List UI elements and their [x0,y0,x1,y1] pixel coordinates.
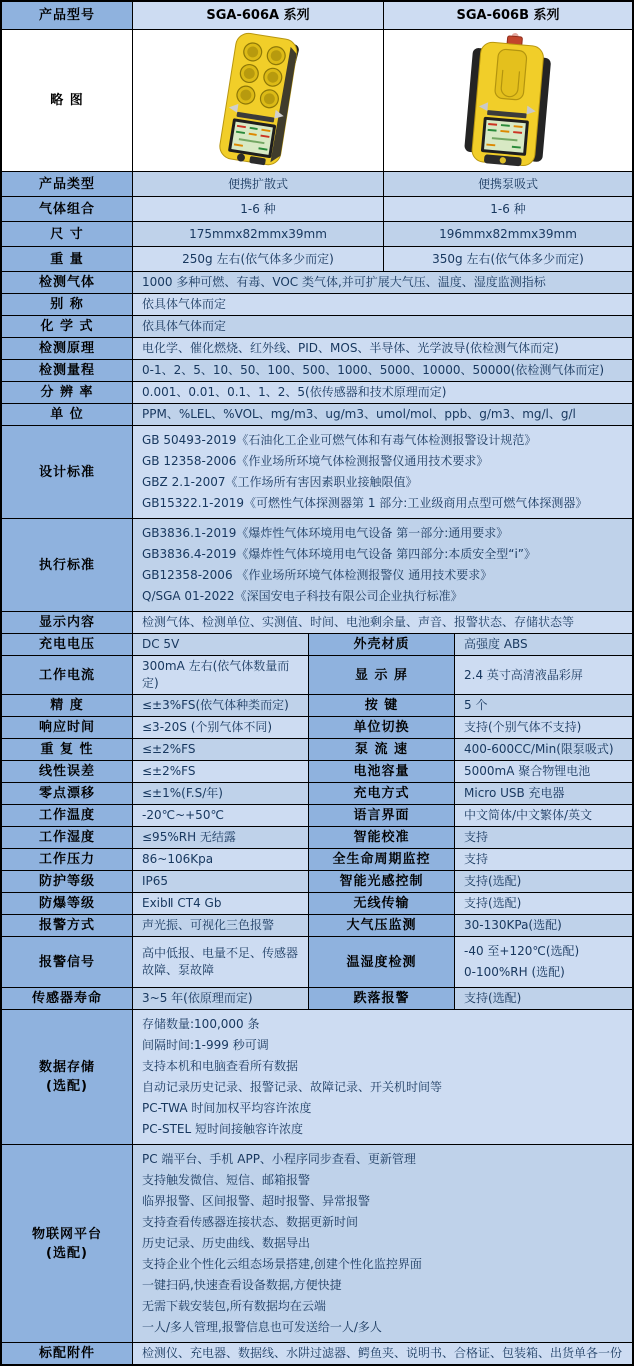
table-row [2,987,632,1009]
row-label [2,1010,132,1144]
table-row [2,293,632,315]
value-line: 无需下载安装包,所有数据均在云端 [142,1299,326,1313]
row-label: 别 称 [2,294,132,315]
value-line: 一人/多人管理,报警信息也可发送给一人/多人 [142,1320,382,1334]
table-row [2,804,632,826]
table-row [2,892,632,914]
value: 检测仪、充电器、数据线、水阱过滤器、鳄鱼夹、说明书、合格证、包装箱、出货单各一份 [132,1343,632,1364]
row-label-line: 数据存储 [38,1060,95,1075]
row-label: 化 学 式 [2,316,132,337]
table-row [2,337,632,359]
table-row [2,381,632,403]
value-2: 支持 [454,827,632,848]
value-1: ExibⅡ CT4 Gb [132,893,308,914]
value-2: 支持(个别气体不支持) [454,717,632,738]
value-2: 5 个 [454,695,632,716]
value-2: 400-600CC/Min(限泵吸式) [454,739,632,760]
row-label-2: 外壳材质 [308,634,454,655]
value-line: PC 端平台、手机 APP、小程序同步查看、更新管理 [142,1152,416,1166]
value-1: 300mA 左右(依气体数量而定) [132,656,308,694]
row-label: 充电电压 [2,634,132,655]
row-label: 工作压力 [2,849,132,870]
value-line: GBZ 2.1-2007《工作场所有害因素职业接触限值》 [142,475,418,489]
row-label-2: 电池容量 [308,761,454,782]
table-row [2,1009,632,1144]
table-row [2,694,632,716]
value-2: 30-130KPa(选配) [454,915,632,936]
table-row [2,359,632,381]
table-row [2,738,632,760]
row-label [2,1145,132,1342]
row-label: 响应时间 [2,717,132,738]
table-row [2,271,632,293]
device-a-photo [133,30,383,171]
row-label: 标配附件 [2,1343,132,1364]
value-2: 中文简体/中文繁体/英文 [454,805,632,826]
table-row [2,1342,632,1364]
value-line: PC-TWA 时间加权平均容许浓度 [142,1101,312,1115]
row-label-2: 显 示 屏 [308,656,454,694]
row-label-line: 物联网平台 [31,1226,102,1242]
row-label: 检测量程 [2,360,132,381]
value-2: 高强度 ABS [454,634,632,655]
table-row [2,221,632,246]
value-2: 支持(选配) [454,871,632,892]
value-a: 250g 左右(依气体多少而定) [132,247,383,271]
value-2 [454,937,632,987]
value: 依具体气体而定 [132,294,632,315]
value-2: 支持(选配) [454,988,632,1009]
table-row [2,196,632,221]
row-label: 防护等级 [2,871,132,892]
value: 1000 多种可燃、有毒、VOC 类气体,并可扩展大气压、温度、湿度监测指标 [132,272,632,293]
value-1: ≤±3%FS(依气体种类而定) [132,695,308,716]
row-label: 工作温度 [2,805,132,826]
row-label-2: 智能校准 [308,827,454,848]
value-a: 便携扩散式 [132,172,383,196]
value-2: Micro USB 充电器 [454,783,632,804]
value-line: 支持企业个性化云组态场景搭建,创建个性化监控界面 [142,1257,422,1271]
row-label-2: 无线传输 [308,893,454,914]
model-b-title: SGA-606B 系列 [383,2,632,29]
value-2: 5000mA 聚合物锂电池 [454,761,632,782]
value: PPM、%LEL、%VOL、mg/m3、ug/m3、umol/mol、ppb、g/m3、mg/l、g/l [132,404,632,425]
value [132,519,632,611]
row-label: 气体组合 [2,197,132,221]
row-label-2: 泵 流 速 [308,739,454,760]
table-row [2,870,632,892]
row-label: 重 复 性 [2,739,132,760]
row-label: 精 度 [2,695,132,716]
value-b: 1-6 种 [383,197,632,221]
table-row [2,1144,632,1342]
value-2: 支持(选配) [454,893,632,914]
value-2: 支持 [454,849,632,870]
value-1: ≤±1%(F.S/年) [132,783,308,804]
value-line: GB 50493-2019《石油化工企业可燃气体和有毒气体检测报警设计规范》 [142,433,537,447]
device-b-image-cell [383,30,632,171]
table-row [2,914,632,936]
table-row [2,633,632,655]
table-row [2,826,632,848]
table-row [2,171,632,196]
table-row [2,315,632,337]
row-label: 报警方式 [2,915,132,936]
value-1: ≤3-20S (个别气体不同) [132,717,308,738]
value-2: 2.4 英寸高清液晶彩屏 [454,656,632,694]
table-row [2,403,632,425]
value: 0-1、2、5、10、50、100、500、1000、5000、10000、50000(依检测气体而定) [132,360,632,381]
row-label: 线性误差 [2,761,132,782]
value-2-line: 0-100%RH (选配) [464,965,565,979]
value: 检测气体、检测单位、实测值、时间、电池剩余量、声音、报警状态、存储状态等 [132,612,632,633]
row-label: 工作电流 [2,656,132,694]
value-line: 历史记录、历史曲线、数据导出 [142,1236,311,1250]
value-2-line: -40 至+120℃(选配) [464,944,580,958]
value-1: 86~106Kpa [132,849,308,870]
value-line: 支持触发微信、短信、邮箱报警 [142,1173,311,1187]
row-label-2: 温湿度检测 [308,937,454,987]
value-line: GB3836.4-2019《爆炸性气体环境用电气设备 第四部分:本质安全型“i”》 [142,547,537,561]
row-label: 产品类型 [2,172,132,196]
value-1: -20℃~+50℃ [132,805,308,826]
value-line: 支持本机和电脑查看所有数据 [142,1059,299,1073]
value-1: ≤±2%FS [132,739,308,760]
table-row [2,611,632,633]
row-label-line: (选配) [46,1079,88,1094]
table-row [2,246,632,271]
value: 依具体气体而定 [132,316,632,337]
row-label-2: 语言界面 [308,805,454,826]
table-row [2,936,632,987]
value-line: GB3836.1-2019《爆炸性气体环境用电气设备 第一部分:通用要求》 [142,526,509,540]
value-line: 间隔时间:1-999 秒可调 [142,1038,269,1052]
row-label-2: 按 键 [308,695,454,716]
table-row [2,760,632,782]
table-row [2,518,632,611]
value: 0.001、0.01、0.1、1、2、5(依传感器和技术原理而定) [132,382,632,403]
value-line: PC-STEL 短时间接触容许浓度 [142,1122,303,1136]
model-a-title: SGA-606A 系列 [132,2,383,29]
row-label: 检测气体 [2,272,132,293]
value-b: 350g 左右(依气体多少而定) [383,247,632,271]
value-line: Q/SGA 01-2022《深国安电子科技有限公司企业执行标准》 [142,589,463,603]
value-line: GB12358-2006 《作业场所环境气体检测报警仪 通用技术要求》 [142,568,493,582]
table-row [2,848,632,870]
value-1: 高中低报、电量不足、传感器故障、泵故障 [132,937,308,987]
row-label: 单 位 [2,404,132,425]
row-label: 产品型号 [2,2,132,29]
value [132,1010,632,1144]
device-a-image-cell [132,30,383,171]
product-image-row [2,29,632,171]
value-line: 一键扫码,快速查看设备数据,方便快捷 [142,1278,342,1292]
table-row [2,782,632,804]
value-line: 自动记录历史记录、报警记录、故障记录、开关机时间等 [142,1080,443,1094]
value-1: ≤±2%FS [132,761,308,782]
row-label: 检测原理 [2,338,132,359]
table-row [2,655,632,694]
row-label: 报警信号 [2,937,132,987]
row-label: 防爆等级 [2,893,132,914]
row-label: 零点漂移 [2,783,132,804]
value: 电化学、催化燃烧、红外线、PID、MOS、半导体、光学波导(依检测气体而定) [132,338,632,359]
row-label-2: 大气压监测 [308,915,454,936]
row-label-2: 智能光感控制 [308,871,454,892]
row-label: 重 量 [2,247,132,271]
row-label: 分 辨 率 [2,382,132,403]
row-label-line: (选配) [46,1245,88,1261]
value [132,426,632,518]
value-b: 196mmx82mmx39mm [383,222,632,246]
row-label: 执行标准 [2,519,132,611]
value-a: 1-6 种 [132,197,383,221]
row-label: 传感器寿命 [2,988,132,1009]
device-b-photo [384,30,632,171]
row-label: 显示内容 [2,612,132,633]
row-label: 设计标准 [2,426,132,518]
row-label: 略 图 [2,30,132,171]
value-a: 175mmx82mmx39mm [132,222,383,246]
value-line: 临界报警、区间报警、超时报警、异常报警 [142,1194,371,1208]
row-label-2: 单位切换 [308,717,454,738]
value-1: DC 5V [132,634,308,655]
value-line: GB15322.1-2019《可燃性气体探测器第 1 部分:工业级商用点型可燃气体探测器》 [142,496,588,510]
row-label-2: 全生命周期监控 [308,849,454,870]
value [132,1145,632,1342]
value-1: 声光振、可视化三色报警 [132,915,308,936]
table-header-row [2,2,632,29]
value-line: GB 12358-2006《作业场所环境气体检测报警仪通用技术要求》 [142,454,489,468]
row-label-2: 充电方式 [308,783,454,804]
value-1: ≤95%RH 无结露 [132,827,308,848]
value-line: 存储数量:100,000 条 [142,1017,260,1031]
value-1: 3~5 年(依原理而定) [132,988,308,1009]
table-row [2,716,632,738]
value-1: IP65 [132,871,308,892]
row-label: 尺 寸 [2,222,132,246]
row-label-2: 跌落报警 [308,988,454,1009]
value-b: 便携泵吸式 [383,172,632,196]
row-label: 工作湿度 [2,827,132,848]
table-row [2,425,632,518]
value-line: 支持查看传感器连接状态、数据更新时间 [142,1215,359,1229]
